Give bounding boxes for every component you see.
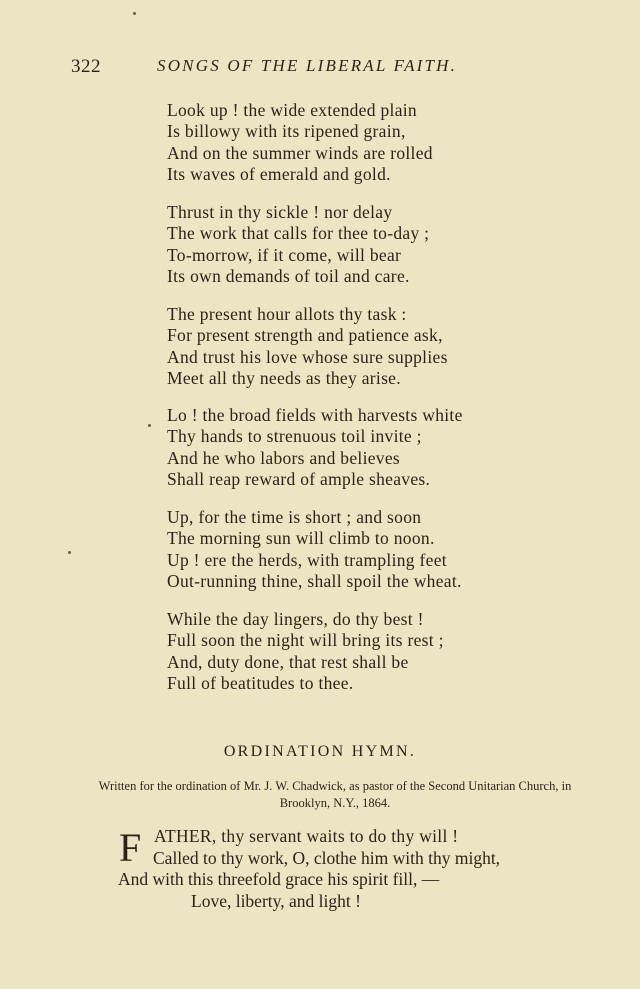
poem-line: To-morrow, if it come, will bear (167, 244, 402, 265)
drop-cap: F (119, 825, 142, 870)
poem-line: And he who labors and believes (167, 447, 401, 468)
poem-line: While the day lingers, do thy best ! (167, 609, 424, 629)
stanza (167, 202, 429, 287)
poem-line: Called to thy work, O, clothe him with thy might, (153, 847, 501, 868)
running-header: SONGS OF THE LIBERAL FAITH. (157, 56, 458, 75)
poem-line: The present hour allots thy task : (167, 304, 407, 324)
poem-line: Thy hands to strenuous toil invite ; (167, 426, 422, 447)
poem-line: Full soon the night will bring its rest ; (167, 630, 444, 651)
stanza (167, 304, 448, 389)
hymn-note: Written for the ordination of Mr. J. W. Chadwick, as pastor of the Second Unitarian Church, in Brooklyn, N.Y., 1864. (98, 779, 572, 810)
stanza (167, 100, 433, 185)
stanza (167, 609, 444, 694)
poem-line: And, duty done, that rest shall be (167, 651, 409, 672)
page-number: 322 (71, 56, 101, 77)
poem-line: And on the summer winds are rolled (167, 142, 433, 163)
paper-speck (68, 551, 71, 554)
poem-line: Is billowy with its ripened grain, (167, 121, 406, 142)
poem-line: Shall reap reward of ample sheaves. (167, 468, 431, 489)
poem-line: Its waves of emerald and gold. (167, 163, 391, 184)
poem-line: For present strength and patience ask, (167, 325, 443, 346)
poem-line: Thrust in thy sickle ! nor delay (167, 202, 393, 222)
paper-speck (148, 424, 151, 427)
stanza (167, 405, 463, 490)
poem-line: Lo ! the broad fields with harvests white (167, 405, 463, 425)
poem-line: Out-running thine, shall spoil the wheat. (167, 570, 462, 591)
paper-speck (133, 12, 136, 15)
poem-line: The morning sun will climb to noon. (167, 528, 435, 549)
poem-line: Up, for the time is short ; and soon (167, 507, 422, 527)
hymn-stanza (118, 826, 500, 912)
poem-line: Up ! ere the herds, with trampling feet (167, 549, 447, 570)
poem-line: ATHER, thy servant waits to do thy will ! (154, 826, 459, 846)
poem-line: Its own demands of toil and care. (167, 265, 410, 286)
hymn-title: ORDINATION HYMN. (223, 743, 417, 760)
poem-line: Full of beatitudes to thee. (167, 672, 354, 693)
poem-line: Love, liberty, and light ! (191, 890, 361, 911)
poem-line: Meet all thy needs as they arise. (167, 367, 401, 388)
stanza (167, 507, 462, 592)
poem-line: And with this threefold grace his spirit fill, — (118, 869, 440, 889)
poem-line: The work that calls for thee to-day ; (167, 223, 430, 244)
poem-line: And trust his love whose sure supplies (167, 346, 448, 367)
poem-line: Look up ! the wide extended plain (167, 100, 417, 120)
